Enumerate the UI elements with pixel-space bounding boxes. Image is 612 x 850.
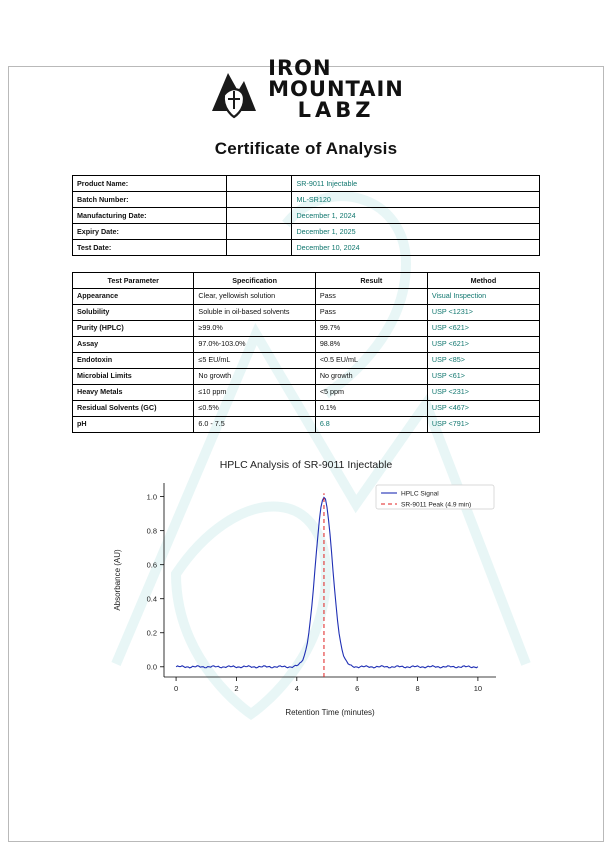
page-title: Certificate of Analysis [214, 139, 398, 158]
cell-parameter: Appearance [73, 289, 194, 305]
cell-specification: Soluble in oil-based solvents [194, 305, 315, 321]
info-key: Batch Number: [73, 192, 227, 208]
brand-logo [0, 58, 612, 121]
cell-result: No growth [315, 369, 427, 385]
logo-line-3: LABZ [297, 98, 375, 122]
cell-method: USP <231> [427, 385, 539, 401]
cell-parameter: Endotoxin [73, 353, 194, 369]
table-row [73, 353, 540, 369]
info-key: Expiry Date: [73, 224, 227, 240]
cell-parameter: Assay [73, 337, 194, 353]
cell-result: Pass [315, 305, 427, 321]
table-row [73, 224, 540, 240]
product-info-table [72, 175, 540, 256]
y-tick-label: 1.0 [146, 492, 157, 502]
cell-parameter: Microbial Limits [73, 369, 194, 385]
y-tick-label: 0.0 [146, 662, 157, 672]
table-row [73, 240, 540, 256]
y-axis-label: Absorbance (AU) [113, 549, 122, 611]
info-spacer [227, 192, 292, 208]
cell-specification: Clear, yellowish solution [194, 289, 315, 305]
cell-method: USP <85> [427, 353, 539, 369]
info-spacer [227, 224, 292, 240]
column-header-method: Method [427, 273, 539, 289]
cell-method: Visual Inspection [427, 289, 539, 305]
cell-specification: ≤10 ppm [194, 385, 315, 401]
x-tick-label: 4 [294, 684, 299, 693]
info-key: Product Name: [73, 176, 227, 192]
cell-result: 98.8% [315, 337, 427, 353]
logo-line-1: IRON [268, 56, 332, 80]
cell-parameter: Residual Solvents (GC) [73, 401, 194, 417]
cell-result: <0.5 EU/mL [315, 353, 427, 369]
cell-specification: ≤5 EU/mL [194, 353, 315, 369]
cell-result: 99.7% [315, 321, 427, 337]
cell-parameter: Solubility [73, 305, 194, 321]
legend-label: SR-9011 Peak (4.9 min) [401, 501, 472, 509]
cell-method: USP <621> [427, 337, 539, 353]
info-value: ML-SR120 [292, 192, 540, 208]
info-key: Manufacturing Date: [73, 208, 227, 224]
info-spacer [227, 208, 292, 224]
table-row [73, 208, 540, 224]
table-header-row [73, 273, 540, 289]
cell-specification: 6.0 - 7.5 [194, 417, 315, 433]
info-value: December 1, 2025 [292, 224, 540, 240]
y-tick-label: 0.2 [146, 628, 157, 638]
table-row [73, 289, 540, 305]
column-header-specification: Specification [194, 273, 315, 289]
info-value: SR-9011 Injectable [292, 176, 540, 192]
cell-result: 0.1% [315, 401, 427, 417]
cell-parameter: Heavy Metals [73, 385, 194, 401]
x-tick-label: 6 [355, 684, 360, 693]
cell-result: <5 ppm [315, 385, 427, 401]
info-key: Test Date: [73, 240, 227, 256]
cell-method: USP <61> [427, 369, 539, 385]
y-tick-label: 0.4 [146, 594, 157, 604]
cell-method: USP <467> [427, 401, 539, 417]
column-header-parameter: Test Parameter [73, 273, 194, 289]
hplc-signal-line [176, 497, 478, 668]
table-row [73, 417, 540, 433]
x-tick-label: 0 [173, 684, 179, 693]
logo-line-2: MOUNTAIN [268, 77, 404, 101]
table-row [73, 385, 540, 401]
cell-specification: ≥99.0% [194, 321, 315, 337]
cell-specification: ≤0.5% [194, 401, 315, 417]
info-value: December 10, 2024 [292, 240, 540, 256]
cell-method: USP <621> [427, 321, 539, 337]
table-row [73, 401, 540, 417]
cell-result: 6.8 [315, 417, 427, 433]
x-axis-label: Retention Time (minutes) [285, 708, 375, 717]
y-tick-label: 0.8 [146, 526, 157, 536]
table-row [73, 192, 540, 208]
mountain-icon [208, 61, 260, 119]
hplc-chart [72, 459, 540, 723]
cell-parameter: pH [73, 417, 194, 433]
table-row [73, 305, 540, 321]
info-value: December 1, 2024 [292, 208, 540, 224]
cell-result: Pass [315, 289, 427, 305]
cell-method: USP <1231> [427, 305, 539, 321]
column-header-result: Result [315, 273, 427, 289]
info-spacer [227, 176, 292, 192]
x-tick-label: 8 [415, 684, 420, 693]
x-tick-label: 10 [473, 684, 483, 693]
cell-method: USP <791> [427, 417, 539, 433]
x-tick-label: 2 [234, 684, 239, 693]
table-row [73, 176, 540, 192]
info-spacer [227, 240, 292, 256]
cell-specification: No growth [194, 369, 315, 385]
y-tick-label: 0.6 [146, 560, 157, 570]
table-row [73, 321, 540, 337]
table-row [73, 337, 540, 353]
cell-specification: 97.0%-103.0% [194, 337, 315, 353]
cell-parameter: Purity (HPLC) [73, 321, 194, 337]
specification-table [72, 272, 540, 433]
table-row [73, 369, 540, 385]
chart-title: HPLC Analysis of SR-9011 Injectable [219, 459, 393, 471]
legend-label: HPLC Signal [401, 490, 439, 498]
